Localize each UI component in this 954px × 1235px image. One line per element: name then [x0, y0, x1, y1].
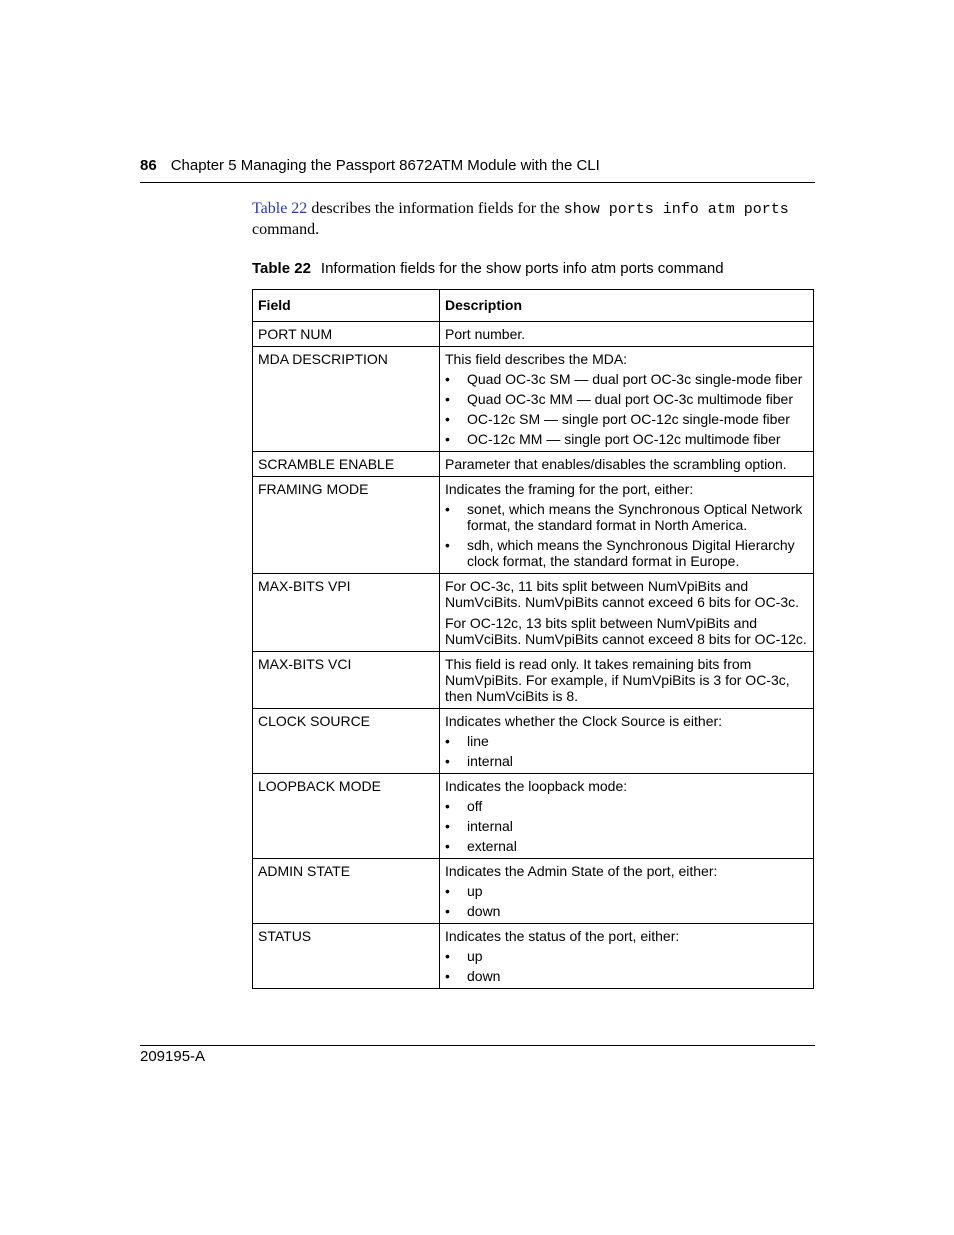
table-body — [253, 322, 814, 989]
table-row — [253, 347, 814, 452]
bullet-item: • down — [445, 903, 808, 919]
bullet-item: • internal — [445, 753, 808, 769]
table-header-row — [253, 290, 814, 322]
description-text: This field is read only. It takes remaining bits from NumVpiBits. For example, if NumVpiBits is 3 for OC-3c, then NumVciBits is 8. — [445, 656, 790, 704]
bullet-item: • internal — [445, 818, 808, 834]
description-text: Indicates the status of the port, either: — [445, 928, 680, 944]
description-text: Port number. — [445, 326, 526, 342]
header-description: Description — [440, 290, 814, 322]
bullet-item: • up — [445, 883, 808, 899]
table-row — [253, 652, 814, 709]
table-row — [253, 322, 814, 347]
field-name-cell: MDA DESCRIPTION — [253, 347, 440, 452]
description-cell — [440, 452, 814, 477]
table-row — [253, 574, 814, 652]
table-caption — [252, 259, 812, 279]
description-cell — [440, 652, 814, 709]
table-number: Table 22 — [252, 260, 311, 277]
bullet-item: • Quad OC-3c SM — dual port OC-3c single-mode fiber — [445, 371, 808, 387]
field-name-cell: ADMIN STATE — [253, 859, 440, 924]
bullet-list — [445, 948, 808, 984]
bullet-list — [445, 883, 808, 919]
running-header — [140, 156, 815, 176]
description-text: Indicates the loopback mode: — [445, 778, 628, 794]
bullet-item: • external — [445, 838, 808, 854]
description-cell — [440, 924, 814, 989]
bullet-item: • OC-12c MM — single port OC-12c multimode fiber — [445, 431, 808, 447]
fields-table — [252, 289, 814, 989]
table-row — [253, 709, 814, 774]
intro-text-after: command. — [252, 221, 320, 238]
description-text: Indicates whether the Clock Source is either: — [445, 713, 723, 729]
table-row — [253, 774, 814, 859]
description-cell — [440, 477, 814, 574]
field-name-cell: CLOCK SOURCE — [253, 709, 440, 774]
field-name-cell: STATUS — [253, 924, 440, 989]
field-name-cell: PORT NUM — [253, 322, 440, 347]
header-rule — [140, 182, 815, 183]
table-row — [253, 859, 814, 924]
field-name-cell: MAX-BITS VPI — [253, 574, 440, 652]
description-text: Indicates the Admin State of the port, either: — [445, 863, 718, 879]
description-cell — [440, 709, 814, 774]
bullet-item: • OC-12c SM — single port OC-12c single-mode fiber — [445, 411, 808, 427]
intro-text-before: describes the information fields for the — [307, 200, 564, 217]
table-link[interactable]: Table 22 — [252, 200, 308, 217]
field-name-cell: FRAMING MODE — [253, 477, 440, 574]
header-field: Field — [253, 290, 440, 322]
bullet-list — [445, 733, 808, 769]
bullet-list — [445, 371, 808, 447]
field-name-cell: LOOPBACK MODE — [253, 774, 440, 859]
description-cell — [440, 574, 814, 652]
table-row — [253, 452, 814, 477]
table-title: Information fields for the show ports info atm ports command — [320, 260, 724, 277]
description-text: Parameter that enables/disables the scrambling option. — [445, 456, 787, 472]
bullet-item: • up — [445, 948, 808, 964]
command-code: show ports info atm ports — [563, 201, 789, 218]
table-row — [253, 924, 814, 989]
bullet-item: • off — [445, 798, 808, 814]
intro-paragraph — [252, 199, 812, 240]
chapter-title: Chapter 5 Managing the Passport 8672ATM Module with the CLI — [170, 157, 600, 174]
description-text: For OC-3c, 11 bits split between NumVpiBits and NumVciBits. NumVpiBits cannot exceed 6 bits for OC-3c. — [445, 578, 800, 610]
bullet-item: • sonet, which means the Synchronous Optical Network format, the standard format in North America. — [445, 501, 808, 533]
table-row — [253, 477, 814, 574]
bullet-item: • Quad OC-3c MM — dual port OC-3c multimode fiber — [445, 391, 808, 407]
footer-rule — [140, 1045, 815, 1046]
bullet-item: • line — [445, 733, 808, 749]
description-text: This field describes the MDA: — [445, 351, 628, 367]
field-name-cell: SCRAMBLE ENABLE — [253, 452, 440, 477]
document-number: 209195-A — [140, 1048, 206, 1065]
bullet-list — [445, 798, 808, 854]
description-cell — [440, 774, 814, 859]
bullet-list — [445, 501, 808, 569]
bullet-item: • sdh, which means the Synchronous Digital Hierarchy clock format, the standard format in Europe. — [445, 537, 808, 569]
description-cell — [440, 859, 814, 924]
description-text: Indicates the framing for the port, either: — [445, 481, 694, 497]
description-text: For OC-12c, 13 bits split between NumVpiBits and NumVciBits. NumVpiBits cannot exceed 8 bits for OC-12c. — [445, 615, 807, 647]
field-name-cell: MAX-BITS VCI — [253, 652, 440, 709]
description-cell — [440, 322, 814, 347]
bullet-item: • down — [445, 968, 808, 984]
description-cell — [440, 347, 814, 452]
page-number: 86 — [140, 157, 157, 174]
